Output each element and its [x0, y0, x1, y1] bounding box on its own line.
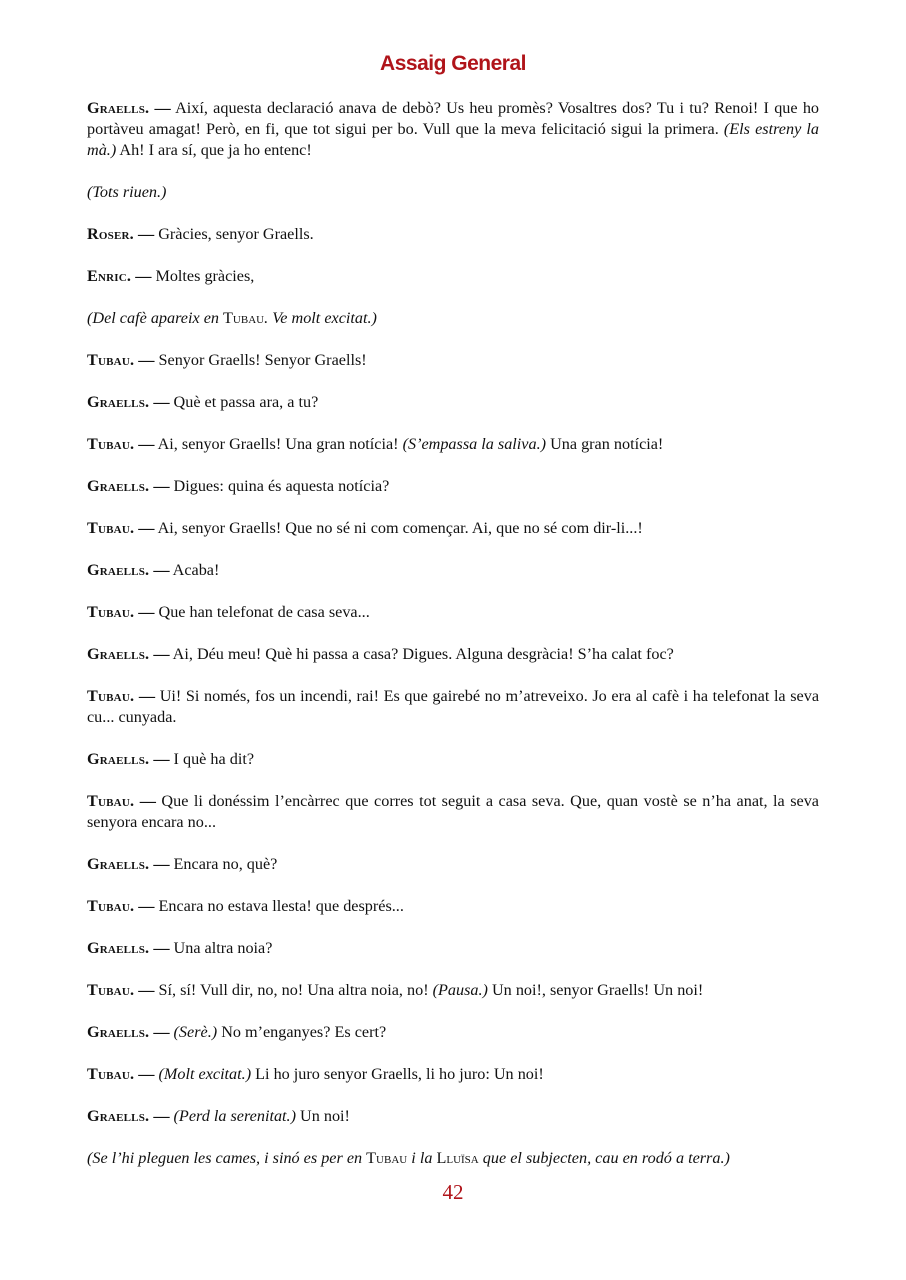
stage-direction: [87, 1148, 819, 1169]
dialogue-text: Sí, sí! Vull dir, no, no! Una altra noia, no!: [158, 981, 433, 999]
speaker-name: Graells.: [87, 855, 150, 873]
dialogue-dash: —: [153, 855, 170, 873]
speaker-name: Tubau.: [87, 351, 135, 369]
dialogue-line: [87, 602, 819, 623]
dialogue-dash: —: [137, 225, 155, 243]
dialogue-text: Què et passa ara, a tu?: [173, 393, 319, 411]
dialogue-line: [87, 749, 819, 770]
speaker-name: Graells.: [87, 477, 150, 495]
speaker-name: Graells.: [87, 393, 150, 411]
dialogue-text: Gràcies, senyor Graells.: [158, 225, 314, 243]
dialogue-text: Ai, senyor Graells! Una gran notícia!: [157, 435, 403, 453]
character-name: Tubau: [223, 309, 265, 327]
dialogue-dash: —: [154, 99, 171, 117]
stage-direction: [87, 308, 819, 329]
dialogue-dash: —: [138, 1065, 155, 1083]
stage-direction-text: (S’empassa la saliva.): [402, 435, 547, 453]
dialogue-text: Ui! Si només, fos un incendi, rai! Es que gairebé no m’atreveixo. Jo era al cafè i ha telefonat la seva cu... cunyada.: [87, 687, 820, 726]
speaker-name: Tubau.: [87, 981, 135, 999]
dialogue-dash: —: [138, 603, 155, 621]
character-name: Tubau: [366, 1149, 408, 1167]
dialogue-dash: —: [153, 939, 170, 957]
dialogue-dash: —: [138, 897, 155, 915]
speaker-name: Tubau.: [87, 792, 135, 810]
stage-direction-text: i la: [407, 1149, 437, 1167]
dialogue-text: Li ho juro senyor Graells, li ho juro: Un noi!: [251, 1065, 544, 1083]
dialogue-text: Un noi!, senyor Graells! Un noi!: [487, 981, 704, 999]
dialogue-text: Moltes gràcies,: [155, 267, 255, 285]
dialogue-line: [87, 854, 819, 875]
dialogue-dash: —: [153, 561, 170, 579]
speaker-name: Tubau.: [87, 603, 135, 621]
dialogue-line: [87, 560, 819, 581]
dialogue-line: [87, 350, 819, 371]
speaker-name: Roser.: [87, 225, 134, 243]
dialogue-text: Encara no estava llesta! que després...: [158, 897, 404, 915]
dialogue-text: Que han telefonat de casa seva...: [158, 603, 370, 621]
dialogue-text: Una altra noia?: [173, 939, 273, 957]
dialogue-dash: —: [153, 1107, 170, 1125]
speaker-name: Graells.: [87, 561, 150, 579]
dialogue-dash: —: [153, 393, 170, 411]
dialogue-dash: —: [138, 435, 155, 453]
stage-direction-text: (Del cafè apareix en: [87, 309, 224, 327]
dialogue-line: [87, 1022, 819, 1043]
dialogue-text: Ai, senyor Graells! Que no sé ni com començar. Ai, que no sé com dir-li...!: [157, 519, 643, 537]
speaker-name: Graells.: [87, 1023, 150, 1041]
dialogue-dash: —: [138, 519, 155, 537]
dialogue-line: [87, 392, 819, 413]
dialogue-line: [87, 266, 819, 287]
dialogue-text: Ah! I ara sí, que ja ho entenc!: [116, 141, 312, 159]
dialogue-line: [87, 791, 819, 833]
dialogue-dash: —: [135, 267, 152, 285]
dialogue-dash: —: [153, 1023, 170, 1041]
stage-direction-text: (Se l’hi pleguen les cames, i sinó es per en: [87, 1149, 367, 1167]
dialogue-line: [87, 476, 819, 497]
stage-direction-text: (Pausa.): [432, 981, 488, 999]
speaker-name: Enric.: [87, 267, 132, 285]
dialogue-line: [87, 686, 819, 728]
page-title: Assaig General: [380, 52, 526, 75]
dialogue-dash: —: [139, 792, 156, 810]
dialogue-text: I què ha dit?: [173, 750, 255, 768]
speaker-name: Graells.: [87, 99, 150, 117]
stage-direction-text: (Tots riuen.): [87, 183, 167, 201]
dialogue-text: Així, aquesta declaració anava de debò? Us heu promès? Vosaltres dos? Tu i tu? Renoi! I que ho portàveu amagat! Però, en fi, que tot sigui per bo. Vull que la meva felicitació sigui la primera.: [87, 99, 820, 138]
dialogue-line: [87, 1106, 819, 1127]
dialogue-text: Acaba!: [172, 561, 220, 579]
stage-direction-text: (Serè.): [173, 1023, 218, 1041]
dialogue-line: [87, 644, 819, 665]
speaker-name: Tubau.: [87, 687, 135, 705]
stage-direction-text: (Els estreny la mà.): [87, 120, 819, 159]
dialogue-line: [87, 980, 819, 1001]
play-text: [87, 98, 819, 1169]
dialogue-dash: —: [153, 477, 170, 495]
dialogue-line: [87, 98, 819, 161]
dialogue-text: Ai, Déu meu! Què hi passa a casa? Digues. Alguna desgràcia! S’ha calat foc?: [172, 645, 674, 663]
stage-direction-text: (Perd la serenitat.): [173, 1107, 296, 1125]
dialogue-text: Un noi!: [295, 1107, 350, 1125]
speaker-name: Graells.: [87, 1107, 150, 1125]
speaker-name: Tubau.: [87, 435, 135, 453]
dialogue-dash: —: [153, 645, 170, 663]
character-name: Lluïsa: [436, 1149, 479, 1167]
stage-direction-text: . Ve molt excitat.): [264, 309, 377, 327]
speaker-name: Graells.: [87, 750, 150, 768]
dialogue-line: [87, 518, 819, 539]
dialogue-text: No m’enganyes? Es cert?: [217, 1023, 387, 1041]
dialogue-dash: —: [153, 750, 170, 768]
dialogue-line: [87, 434, 819, 455]
dialogue-text: Senyor Graells! Senyor Graells!: [158, 351, 367, 369]
dialogue-text: Que li donéssim l’encàrrec que corres tot seguit a casa seva. Que, quan vostè se n’ha anat, la seva senyora encara no...: [87, 792, 819, 831]
dialogue-line: [87, 1064, 819, 1085]
dialogue-text: Encara no, què?: [173, 855, 278, 873]
dialogue-text: Digues: quina és aquesta notícia?: [173, 477, 390, 495]
stage-direction-text: que el subjecten, cau en rodó a terra.): [478, 1149, 730, 1167]
speaker-name: Graells.: [87, 939, 150, 957]
stage-direction: [87, 182, 819, 203]
dialogue-dash: —: [138, 687, 156, 705]
speaker-name: Tubau.: [87, 897, 135, 915]
dialogue-line: [87, 938, 819, 959]
dialogue-text: Una gran notícia!: [546, 435, 664, 453]
speaker-name: Graells.: [87, 645, 150, 663]
speaker-name: Tubau.: [87, 1065, 135, 1083]
page-number: 42: [442, 1180, 464, 1204]
dialogue-dash: —: [138, 351, 155, 369]
dialogue-line: [87, 896, 819, 917]
dialogue-dash: —: [138, 981, 155, 999]
speaker-name: Tubau.: [87, 519, 135, 537]
stage-direction-text: (Molt excitat.): [158, 1065, 252, 1083]
dialogue-line: [87, 224, 819, 245]
